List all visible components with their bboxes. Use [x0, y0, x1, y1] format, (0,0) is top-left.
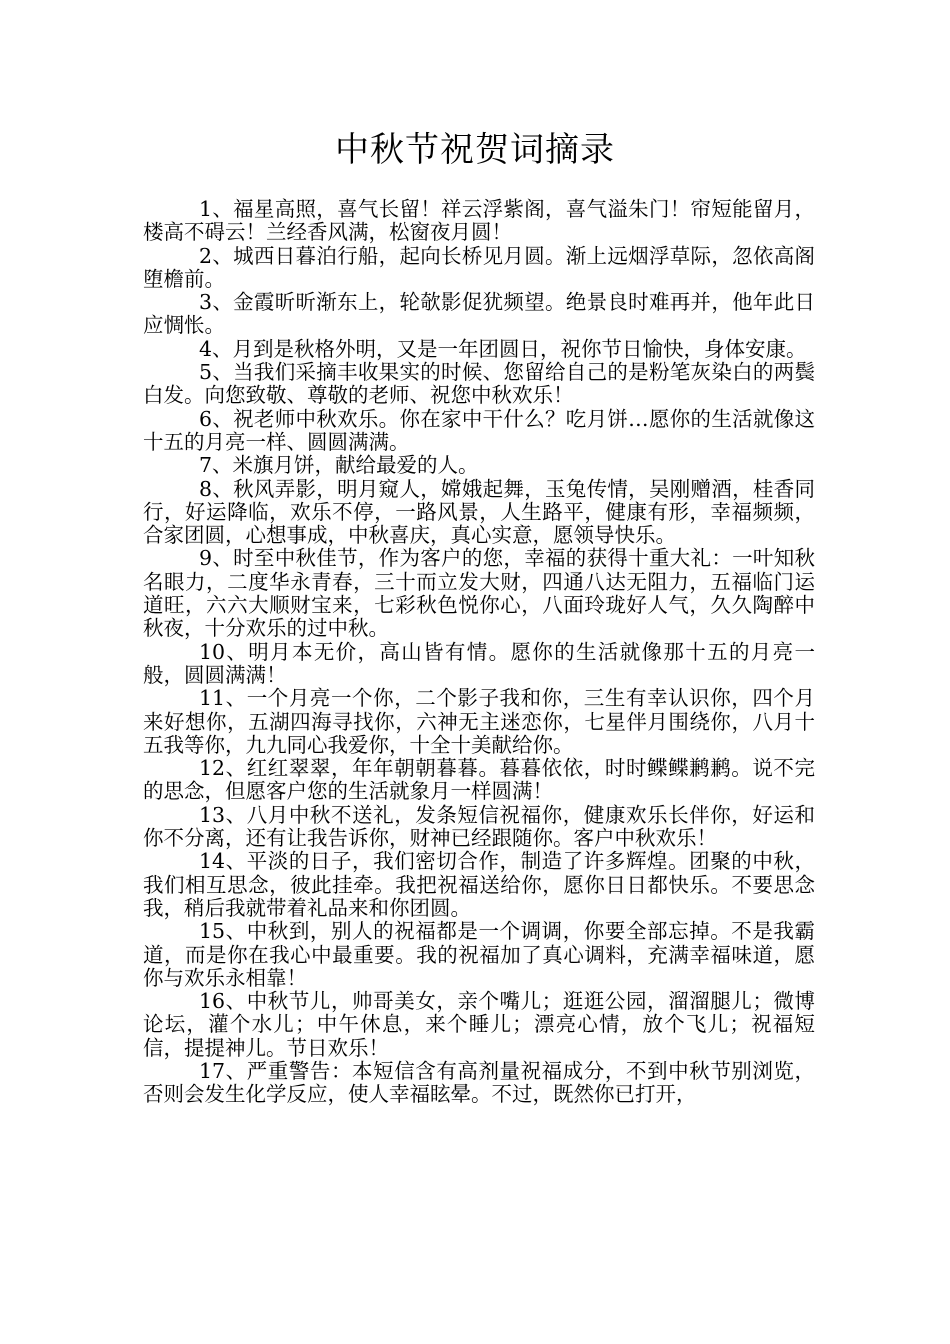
paragraph-1: 1、福星高照，喜气长留！祥云浮紫阁，喜气溢朱门！帘短能留月，楼高不碍云！兰经香风满，松窗夜月圆！	[143, 197, 815, 245]
paragraph-10: 10、明月本无价，高山皆有情。愿你的生活就像那十五的月亮一般，圆圆满满！	[143, 639, 815, 687]
document-body	[143, 198, 815, 1107]
paragraph-8: 8、秋风弄影，明月窥人，嫦娥起舞，玉兔传情，吴刚赠酒，桂香同行，好运降临，欢乐不停，一路风景，人生路平，健康有形，幸福频频，合家团圆，心想事成，中秋喜庆，真心实意，愿领导快乐。	[143, 476, 815, 548]
paragraph-14: 14、平淡的日子，我们密切合作，制造了许多辉煌。团聚的中秋，我们相互思念，彼此挂牵。我把祝福送给你，愿你日日都快乐。不要思念我，稍后我就带着礼品来和你团圆。	[143, 849, 815, 920]
paragraph-2: 2、城西日暮泊行船，起向长桥见月圆。渐上远烟浮草际，忽依高阁堕檐前。	[143, 243, 815, 291]
paragraph-16: 16、中秋节儿，帅哥美女，亲个嘴儿；逛逛公园，溜溜腿儿；微博论坛，灌个水儿；中午休息，来个睡儿；漂亮心情，放个飞儿；祝福短信，提提神儿。节日欢乐！	[143, 989, 815, 1060]
paragraph-4: 4、月到是秋格外明，又是一年团圆日，祝你节日愉快，身体安康。	[199, 336, 807, 361]
paragraph-13: 13、八月中秋不送礼，发条短信祝福你，健康欢乐长伴你，好运和你不分离，还有让我告诉你，财神已经跟随你。客户中秋欢乐！	[143, 802, 815, 851]
paragraph-5: 5、当我们采摘丰收果实的时候、您留给自己的是粉笔灰染白的两鬓白发。向您致敬、尊敬的老师、祝您中秋欢乐！	[143, 360, 815, 408]
paragraph-3: 3、金霞昕昕渐东上，轮欹影促犹频望。绝景良时难再并，他年此日应惆怅。	[143, 290, 815, 338]
document-title: 中秋节祝贺词摘录	[335, 130, 615, 170]
paragraph-11: 11、一个月亮一个你，二个影子我和你，三生有幸认识你，四个月来好想你，五湖四海寻找你，六神无主迷恋你，七星伴月围绕你，八月十五我等你，九九同心我爱你，十全十美献给你。	[143, 686, 815, 757]
paragraph-6: 6、祝老师中秋欢乐。你在家中干什么？吃月饼…愿你的生活就像这十五的月亮一样、圆圆满满。	[143, 406, 815, 454]
paragraph-9: 9、时至中秋佳节，作为客户的您，幸福的获得十重大礼：一叶知秋名眼力，二度华永青春，三十而立发大财，四通八达无阻力，五福临门运道旺，六六大顺财宝来，七彩秋色悦你心，八面玲珑好人气，久久陶醉中秋夜，十分欢乐的过中秋。	[143, 546, 815, 641]
paragraph-15: 15、中秋到，别人的祝福都是一个调调，你要全部忘掉。不是我霸道，而是你在我心中最重要。我的祝福加了真心调料，充满幸福味道，愿你与欢乐永相靠！	[143, 919, 815, 990]
paragraph-12: 12、红红翠翠，年年朝朝暮暮。暮暮依依，时时鲽鲽鹣鹣。说不完的思念，但愿客户您的生活就象月一样圆满！	[143, 756, 815, 804]
paragraph-7: 7、米旗月饼，献给最爱的人。	[199, 453, 479, 478]
paragraph-17: 17、严重警告：本短信含有高剂量祝福成分，不到中秋节别浏览，否则会发生化学反应，使人幸福眩晕。不过，既然你已打开，	[143, 1058, 815, 1107]
